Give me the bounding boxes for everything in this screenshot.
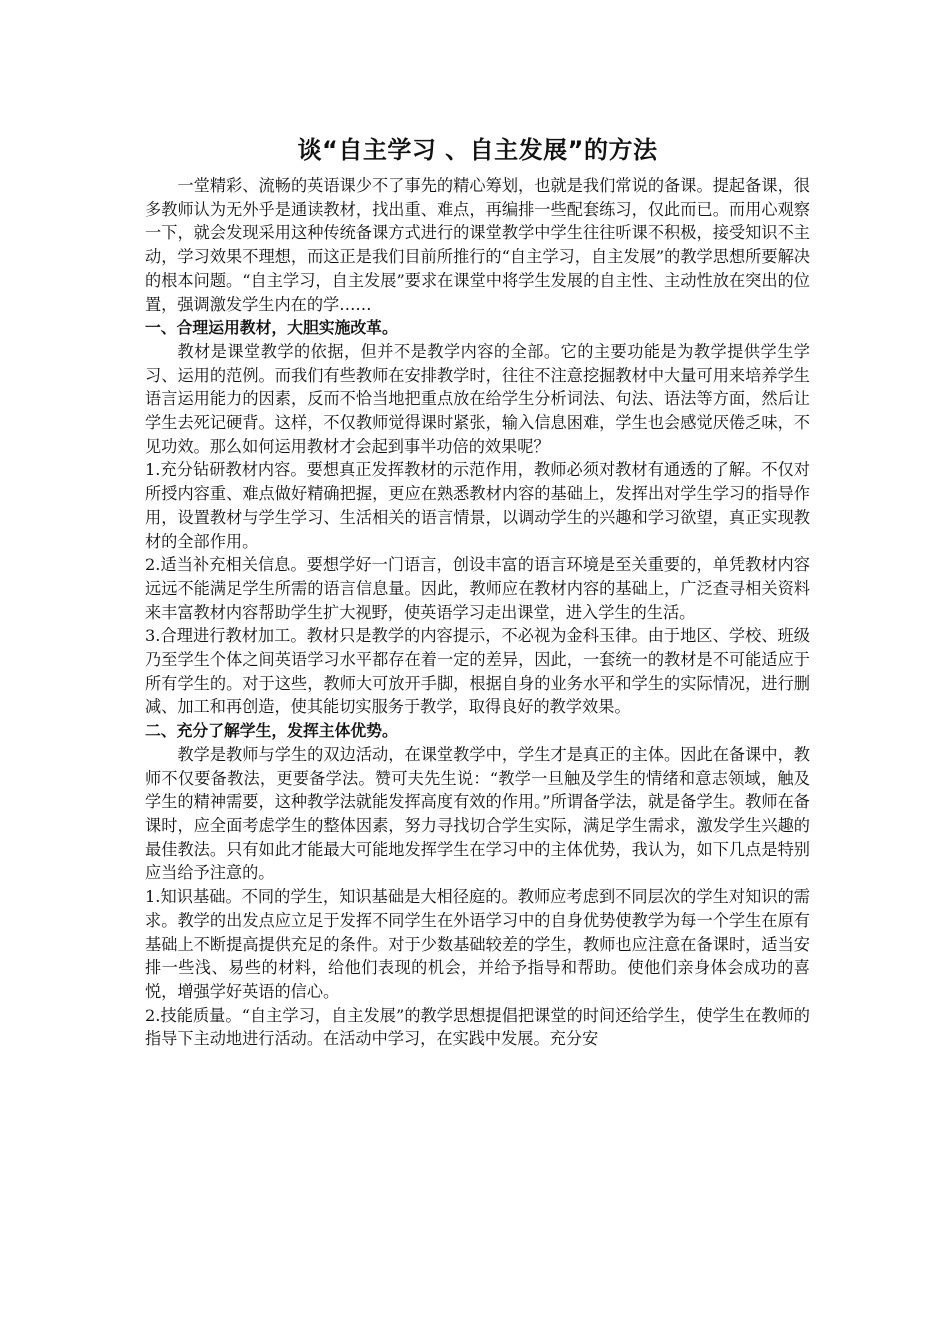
document-page: [145, 128, 810, 1051]
intro-paragraph: 一堂精彩、流畅的英语课少不了事先的精心筹划，也就是我们常说的备课。提起备课，很多教师认为无外乎是通读教材，找出重、难点，再编排一些配套练习，仅此而已。而用心观察一下，就会发现采用这种传统备课方式进行的课堂教学中学生往往听课不积极，接受知识不主动，学习效果不理想，而这正是我们目前所推行的“自主学习，自主发展”的教学思想所要解决的根本问题。“自主学习，自主发展”要求在课堂中将学生发展的自主性、主动性放在突出的位置，强调激发学生内在的学……: [145, 176, 810, 314]
section-1-point-3: 3.合理进行教材加工。教材只是教学的内容提示，不必视为金科玉律。由于地区、学校、班级乃至学生个体之间英语学习水平都存在着一定的差异，因此，一套统一的教材是不可能适应于所有学生的。对于这些，教师大可放开手脚，根据自身的业务水平和学生的实际情况，进行删减、加工和再创造，使其能切实服务于教学，取得良好的教学效果。: [145, 626, 810, 717]
section-2-heading: 二、充分了解学生，发挥主体优势。: [145, 721, 398, 741]
section-1-heading: 一、合理运用教材，大胆实施改革。: [145, 318, 398, 338]
section-1-point-2: 2.适当补充相关信息。要想学好一门语言，创设丰富的语言环境是至关重要的，单凭教材内容远远不能满足学生所需的语言信息量。因此，教师应在教材内容的基础上，广泛查寻相关资料来丰富教材内容帮助学生扩大视野，使英语学习走出课堂，进入学生的生活。: [145, 555, 810, 622]
document-title: 谈“自主学习 、自主发展”的方法: [297, 136, 658, 164]
section-1-intro-paragraph: 教材是课堂教学的依据，但并不是教学内容的全部。它的主要功能是为教学提供学生学习、运用的范例。而我们有些教师在安排教学时，往往不注意挖掘教材中大量可用来培养学生语言运用能力的因素，反而不恰当地把重点放在给学生分析词法、句法、语法等方面，然后让学生去死记硬背。这样，不仅教师觉得课时紧张，输入信息困难，学生也会感觉厌倦乏味，不见功效。那么如何运用教材才会起到事半功倍的效果呢？: [145, 341, 810, 456]
section-2-intro-paragraph: 教学是教师与学生的双边活动，在课堂教学中，学生才是真正的主体。因此在备课中，教师不仅要备教法，更要备学法。赞可夫先生说：“教学一旦触及学生的情绪和意志领域，触及学生的精神需要，这种教学法就能发挥高度有效的作用。”所谓备学法，就是备学生。教师在备课时，应全面考虑学生的整体因素，努力寻找切合学生实际，满足学生需求，激发学生兴趣的最佳教法。只有如此才能最大可能地发挥学生在学习中的主体优势，我认为，如下几点是特别应当给予注意的。: [145, 744, 810, 883]
section-2-point-1: 1.知识基础。不同的学生，知识基础是大相径庭的。教师应考虑到不同层次的学生对知识的需求。教学的出发点应立足于发挥不同学生在外语学习中的自身优势使教学为每一个学生在原有基础上不断提高提供充足的条件。对于少数基础较差的学生，教师也应注意在备课时，适当安排一些浅、易些的材料，给他们表现的机会，并给予指导和帮助。使他们亲身体会成功的喜悦，增强学好英语的信心。: [145, 887, 810, 1001]
section-2-point-2: 2.技能质量。“自主学习，自主发展”的教学思想提倡把课堂的时间还给学生，使学生在教师的指导下主动地进行活动。在活动中学习，在实践中发展。充分安: [145, 1005, 810, 1049]
section-1-point-1: 1.充分钻研教材内容。要想真正发挥教材的示范作用，教师必须对教材有通透的了解。不仅对所授内容重、难点做好精确把握，更应在熟悉教材内容的基础上，发挥出对学生学习的指导作用，设置教材与学生学习、生活相关的语言情景，以调动学生的兴趣和学习欲望，真正实现教材的全部作用。: [145, 460, 810, 551]
